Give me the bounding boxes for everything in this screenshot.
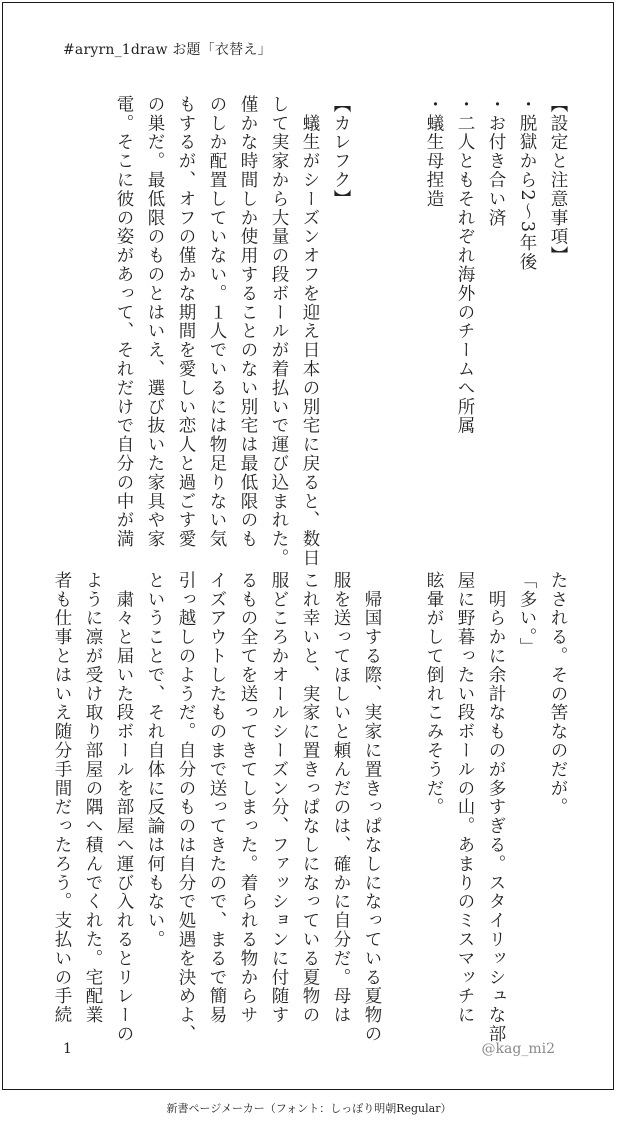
section-heading: 【カレフク】 [331,95,351,209]
upper-text-block [53,95,573,568]
text-column: 「多い。」 [517,571,537,657]
text-column: して実家から大量の段ボールが着払いで運び込まれた。 [269,95,289,568]
text-column: イズアウトしたものまで送ってきたので、まるで簡易 [207,571,227,1025]
text-column: 者も仕事とはいえ随分手間だったろう。支払いの手続 [52,571,72,1025]
text-column: 服を送ってほしいと頼んだのは、確かに自分だ。母は [331,571,351,1025]
text-column: もするが、オフの僅かな期間を愛しい恋人と過ごす愛 [176,95,196,549]
text-column: 屋に野暮ったい段ボールの山。あまりのミスマッチに [455,571,475,1025]
text-column: ように凛が受け取り部屋の隅へ積んでくれた。宅配業 [83,571,103,1025]
text-column: 服どころかオールシーズン分、ファッションに付随す [269,571,289,1025]
page-header-title: #aryrn_1draw お題「衣替え」 [63,42,272,58]
text-column: 電。そこに彼の姿があって、それだけで自分の中が満 [114,95,134,549]
text-column: 蟻生がシーズンオフを迎え日本の別宅に戻ると、数日 [300,95,320,568]
text-column: 粛々と届いた段ボールを部屋へ運び入れるとリレーの [114,571,134,1044]
text-column: 僅かな時間しか使用することのない別宅は最低限のも [238,95,258,549]
text-column: ということで、それ自体に反論は何もない。 [145,571,165,949]
column-spacer [387,571,418,1011]
text-column: ・二人ともそれぞれ海外のチームへ所属 [455,95,475,436]
text-column: ・蟻生母捏造 [424,95,444,209]
page-number: 1 [63,1041,72,1057]
page-frame [2,2,614,1090]
text-column: ・脱獄から2～3年後 [517,95,537,272]
text-column: 眩暈がして倒れこみそうだ。 [424,571,444,817]
text-column: のしか配置していない。１人でいるには物足りない気 [207,95,227,549]
author-credit: @kag_mi2 [481,1041,555,1057]
text-column: 引っ越しのようだ。自分のものは自分で処遇を決めよ、 [176,571,196,1044]
text-column: 明らかに余計なものが多すぎる。スタイリッシュな部 [486,571,506,1044]
text-column: るもの全てを送ってきてしまった。着られる物からサ [238,571,258,1025]
text-column: たされる。その筈なのだが。 [548,571,568,817]
text-column: 【設定と注意事項】 [548,95,568,266]
text-column: の巣だ。最低限のものとはいえ、選び抜いた家具や家 [145,95,165,549]
text-column: ・お付き合い済 [486,95,506,228]
column-spacer [387,95,418,535]
generator-note: 新書ページメーカー（フォント：しっぽり明朝Regular） [166,1102,452,1115]
text-column: 帰国する際、実家に置きっぱなしになっている夏物の [362,571,382,1044]
column-spacer [356,95,387,535]
lower-text-block [52,571,573,1044]
text-column: これ幸いと、実家に置きっぱなしになっている夏物の [300,571,320,1025]
